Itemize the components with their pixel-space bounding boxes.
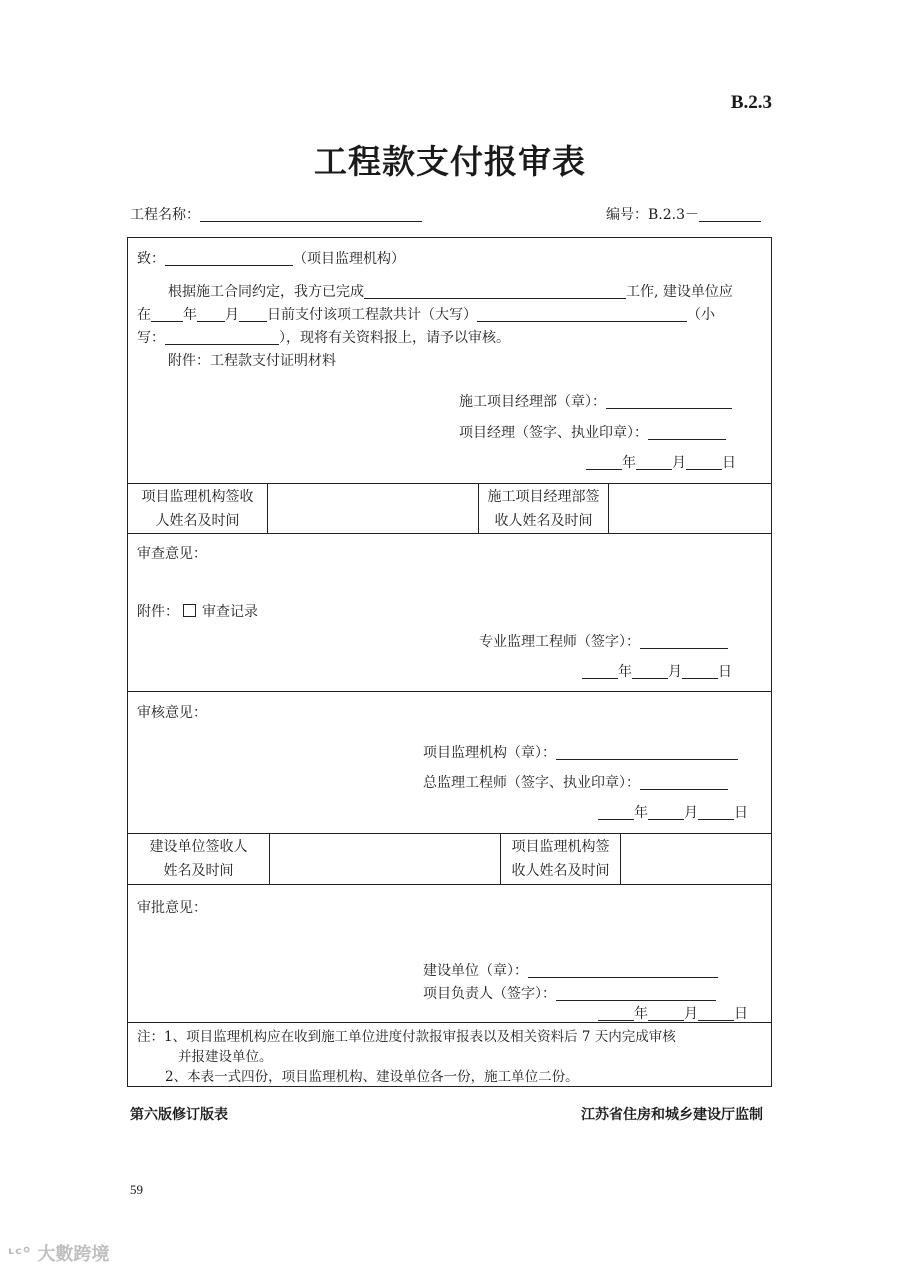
addressee-line xyxy=(137,251,405,267)
footer-issuer: 江苏省住房和城乡建设厅监制 xyxy=(581,1107,763,1123)
note-line-3: 2、本表一式四份，项目监理机构、建设单位各一份，施工单位二份。 xyxy=(165,1069,579,1085)
day-field[interactable] xyxy=(686,455,722,470)
year-field[interactable] xyxy=(586,455,622,470)
chief-sign-line xyxy=(423,775,728,791)
page-number: 59 xyxy=(130,1182,143,1197)
year-field[interactable] xyxy=(582,664,618,679)
form-code: B.2.3 xyxy=(730,92,772,113)
receipt-label-owner xyxy=(128,835,269,883)
year-field[interactable] xyxy=(151,307,183,322)
label-line: 姓名及时间 xyxy=(163,863,234,879)
divider xyxy=(127,533,772,534)
divider xyxy=(127,1022,772,1023)
review-heading: 审查意见： xyxy=(137,546,207,562)
day-label: 日 xyxy=(734,805,748,821)
divider xyxy=(267,483,268,533)
month-label: 月 xyxy=(684,805,698,821)
day-field[interactable] xyxy=(239,307,267,322)
month-field[interactable] xyxy=(197,307,225,322)
label-line: 建设单位签收人 xyxy=(149,839,248,855)
form-number-field[interactable] xyxy=(699,207,761,222)
unit-seal-field[interactable] xyxy=(528,963,718,978)
manager-sign-field[interactable] xyxy=(648,425,726,440)
dept-seal-label: 施工项目经理部（章）： xyxy=(459,394,606,410)
year-field[interactable] xyxy=(598,1006,634,1021)
year-label: 年 xyxy=(618,664,632,680)
month-label: 月 xyxy=(684,1006,698,1022)
receipt-label-contractor xyxy=(479,485,608,533)
org-seal-field[interactable] xyxy=(556,745,738,760)
label-line: 项目监理机构签收 xyxy=(141,489,254,505)
footer-edition: 第六版修订版表 xyxy=(130,1107,228,1123)
dept-seal-field[interactable] xyxy=(606,394,732,409)
note-line-1: 注：1、项目监理机构应在收到施工单位进度付款报审报表以及相关资料后 7 天内完成审核 xyxy=(137,1029,676,1045)
watermark-logo-icon: ᶫᶜ° xyxy=(8,1244,32,1265)
para-text: （小 xyxy=(687,307,715,323)
amount-words-field[interactable] xyxy=(477,307,687,322)
day-field[interactable] xyxy=(698,805,734,820)
body-line-1 xyxy=(168,284,733,300)
date-line xyxy=(586,455,736,471)
day-label: 日 xyxy=(734,1006,748,1022)
month-field[interactable] xyxy=(632,664,668,679)
unit-seal-line xyxy=(423,963,718,979)
dept-seal-line xyxy=(459,394,732,410)
chief-sign-field[interactable] xyxy=(640,775,728,790)
month-label: 月 xyxy=(225,307,239,323)
para-text: 写： xyxy=(137,330,165,346)
label-line: 项目监理机构签 xyxy=(511,839,610,855)
form-number-row xyxy=(606,204,761,224)
label-line: 收人姓名及时间 xyxy=(494,513,593,529)
year-label: 年 xyxy=(622,455,636,471)
leader-sign-label: 项目负责人（签字）： xyxy=(423,986,556,1002)
engineer-sign-line xyxy=(479,634,728,650)
day-field[interactable] xyxy=(698,1006,734,1021)
note-line-2: 并报建设单位。 xyxy=(178,1049,273,1065)
body-line-3 xyxy=(137,330,510,346)
work-field[interactable] xyxy=(364,284,626,299)
to-suffix: （项目监理机构） xyxy=(293,251,405,267)
month-field[interactable] xyxy=(636,455,672,470)
divider xyxy=(608,483,609,533)
amount-figures-field[interactable] xyxy=(165,330,279,345)
month-field[interactable] xyxy=(648,1006,684,1021)
engineer-sign-field[interactable] xyxy=(640,634,728,649)
engineer-sign-label: 专业监理工程师（签字）： xyxy=(479,634,640,650)
checkbox[interactable] xyxy=(183,604,196,617)
unit-seal-label: 建设单位（章）： xyxy=(423,963,528,979)
para-text: 工作, 建设单位应 xyxy=(626,284,733,300)
divider xyxy=(620,833,621,884)
divider xyxy=(127,483,772,484)
form-number-label: 编号：B.2.3－ xyxy=(606,207,700,223)
manager-sign-label: 项目经理（签字、执业印章）： xyxy=(459,425,648,441)
attachment-note: 附件：工程款支付证明材料 xyxy=(168,353,336,369)
year-field[interactable] xyxy=(598,805,634,820)
project-name-field[interactable] xyxy=(200,207,422,222)
watermark xyxy=(8,1240,109,1266)
divider xyxy=(269,833,270,884)
watermark-text: 大數跨境 xyxy=(37,1244,110,1265)
page-title: 工程款支付报审表 xyxy=(314,142,586,181)
receipt-label-supervisor xyxy=(501,835,620,883)
year-label: 年 xyxy=(634,805,648,821)
month-label: 月 xyxy=(672,455,686,471)
divider xyxy=(127,884,772,885)
divider xyxy=(127,833,772,834)
year-label: 年 xyxy=(183,307,197,323)
audit-heading: 审核意见： xyxy=(137,705,207,721)
day-label: 日 xyxy=(722,455,736,471)
chief-sign-label: 总监理工程师（签字、执业印章）： xyxy=(423,775,640,791)
para-text: 在 xyxy=(137,307,151,323)
date-line xyxy=(582,664,732,680)
leader-sign-line xyxy=(423,986,716,1002)
date-line xyxy=(598,1006,748,1022)
para-text: ），现将有关资料报上，请予以审核。 xyxy=(279,330,510,346)
divider xyxy=(127,691,772,692)
to-prefix: 致： xyxy=(137,251,165,267)
manager-sign-line xyxy=(459,425,726,441)
attachment-prefix: 附件： xyxy=(137,604,179,620)
month-label: 月 xyxy=(668,664,682,680)
day-field[interactable] xyxy=(682,664,718,679)
label-line: 施工项目经理部签 xyxy=(487,489,600,505)
addressee-field[interactable] xyxy=(165,251,293,266)
org-seal-label: 项目监理机构（章）： xyxy=(423,745,556,761)
leader-sign-field[interactable] xyxy=(556,986,716,1001)
label-line: 收人姓名及时间 xyxy=(511,863,610,879)
review-attachment-line xyxy=(137,604,258,620)
org-seal-line xyxy=(423,745,738,761)
approval-heading: 审批意见： xyxy=(137,900,207,916)
month-field[interactable] xyxy=(648,805,684,820)
receipt-label-supervisor xyxy=(128,485,267,533)
para-text: 根据施工合同约定，我方已完成 xyxy=(168,284,364,300)
body-line-2 xyxy=(137,307,715,323)
label-line: 人姓名及时间 xyxy=(155,513,240,529)
project-name-row xyxy=(130,204,422,224)
project-name-label: 工程名称： xyxy=(130,207,200,223)
day-label: 日 xyxy=(718,664,732,680)
date-line xyxy=(598,805,748,821)
year-label: 年 xyxy=(634,1006,648,1022)
para-text: 日前支付该项工程款共计（大写） xyxy=(267,307,477,323)
attachment-item: 审查记录 xyxy=(202,604,258,620)
